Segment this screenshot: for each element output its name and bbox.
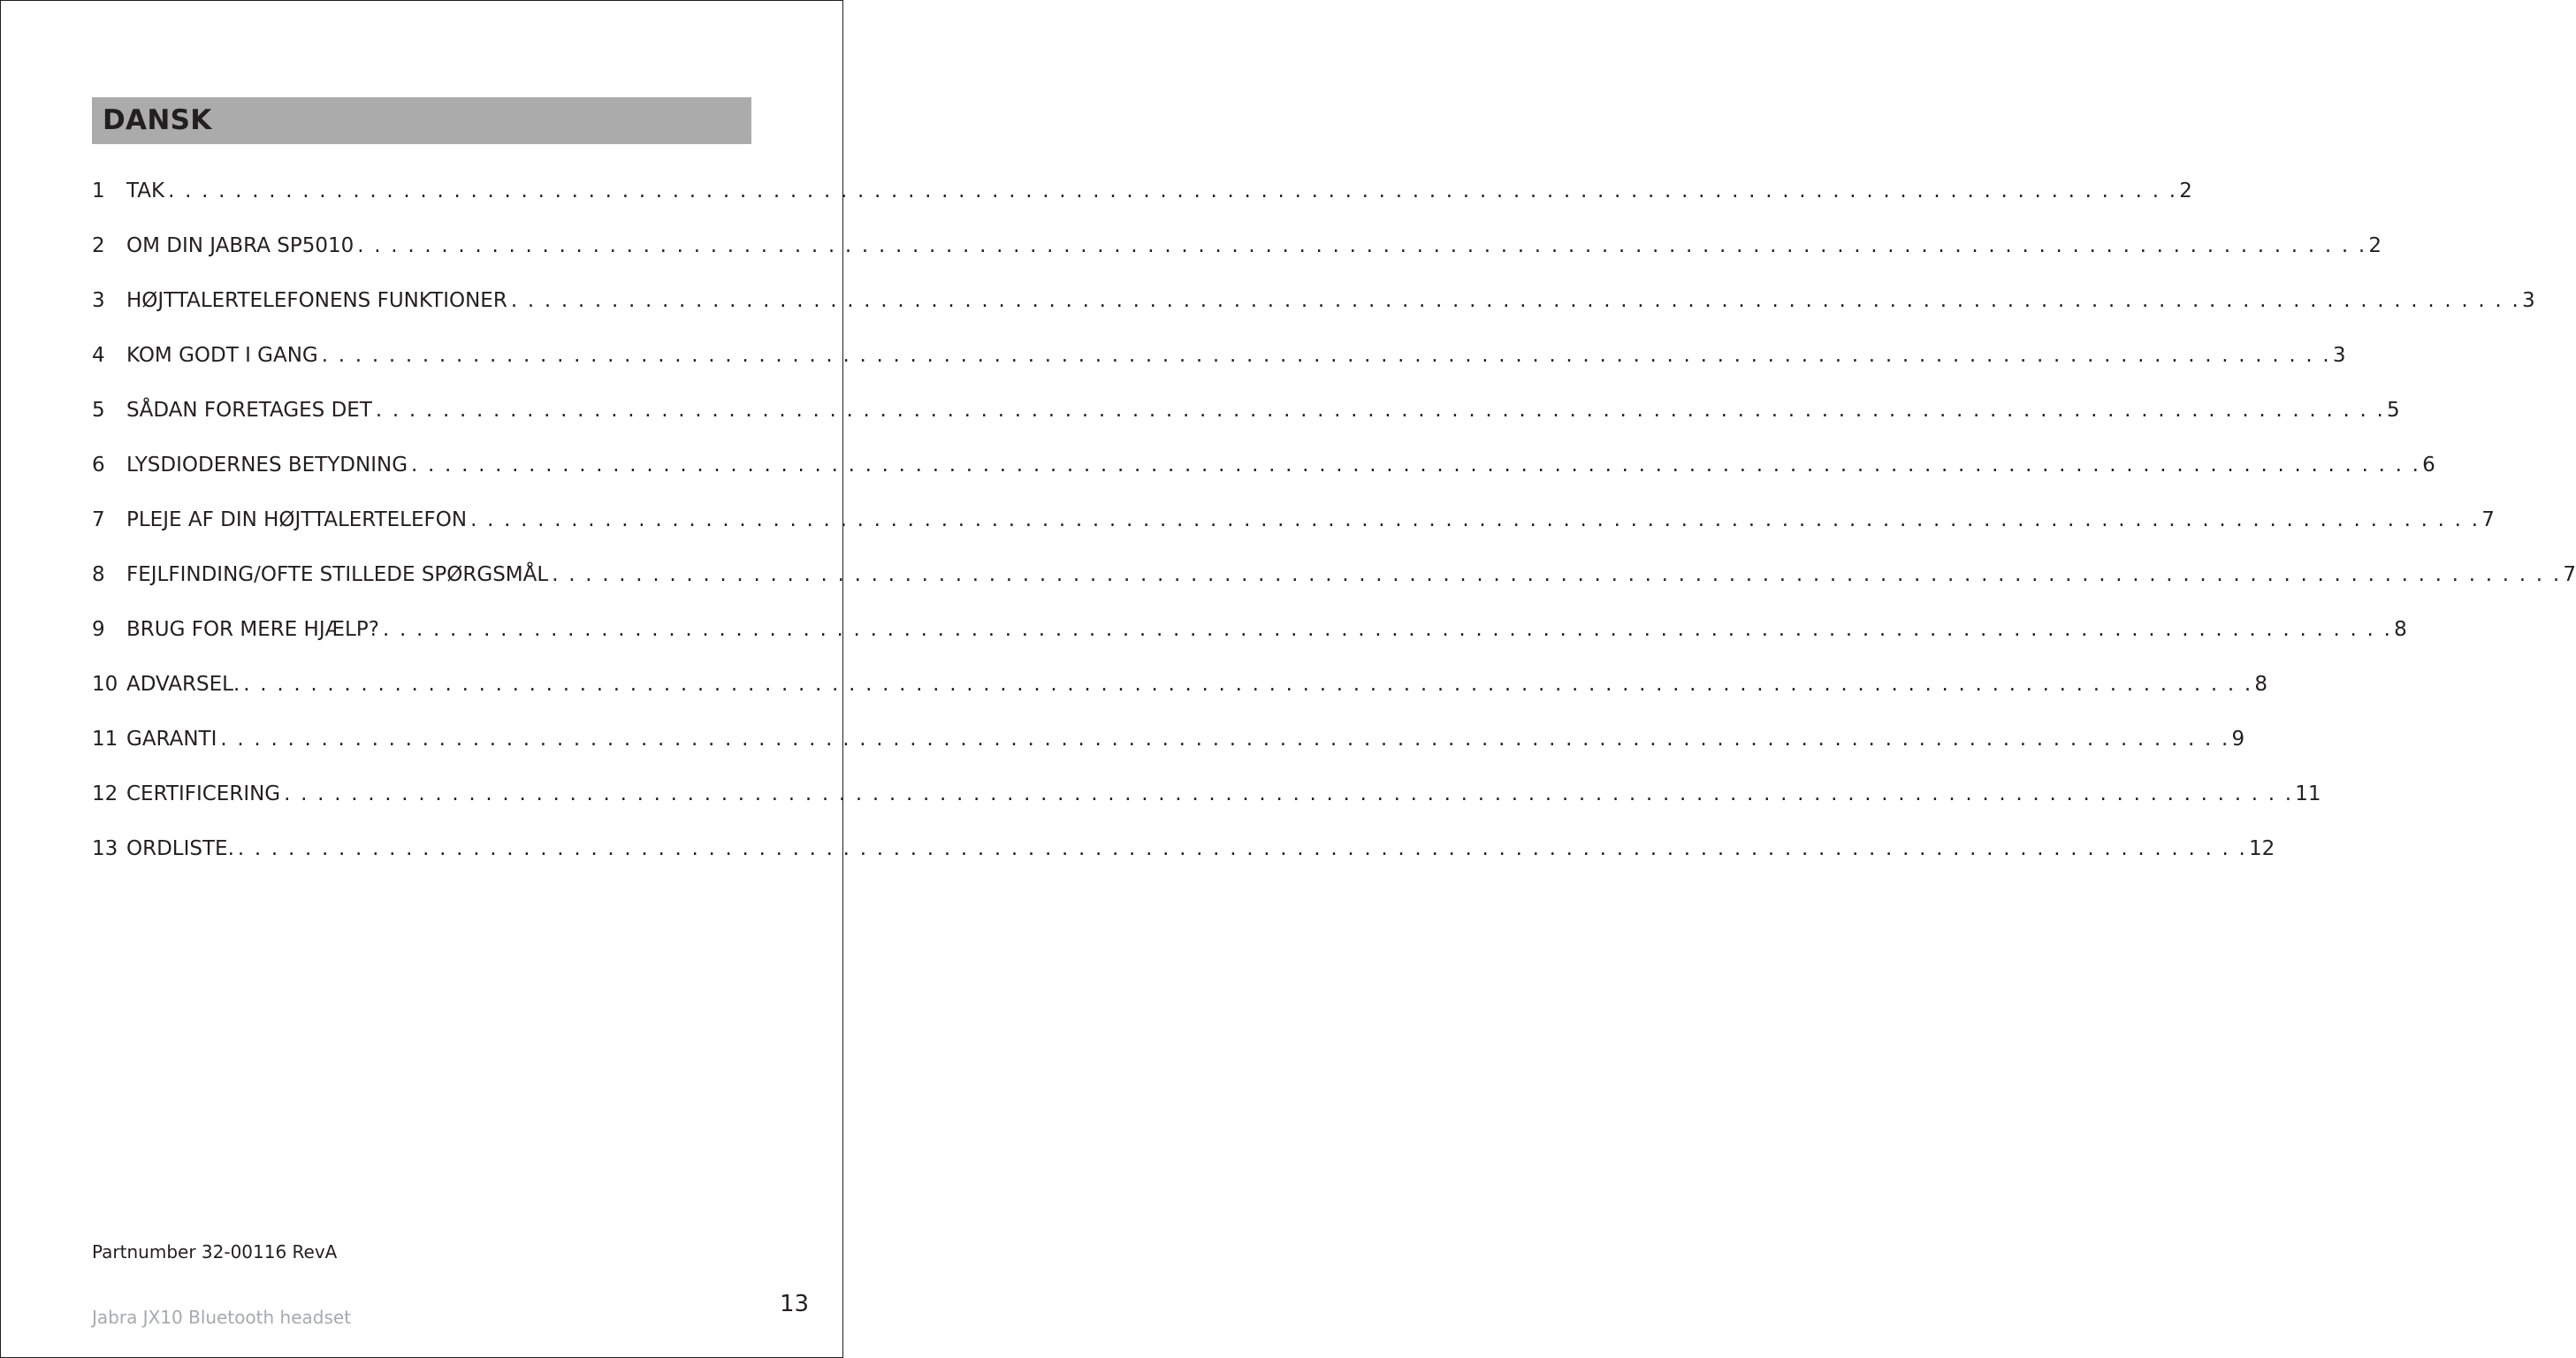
toc-entry-number: 12: [92, 782, 118, 805]
toc-entry[interactable]: [92, 821, 2275, 876]
toc-leader-dots: . . . . . . . . . . . . . . . . . . . . . . . . . . . . . . . . . . . . . . . . . . . . . . . . . . . . . . . . . . . . . . . . . . . . . . . . . . . . . . . . . . . . . . . . . . . . . . . . . . . . . . . . . . . . . . . . . . . . . . . .: [243, 673, 2253, 696]
toc-entry-number: 10: [92, 673, 118, 696]
toc-entry-title: ADVARSEL.: [126, 673, 240, 696]
toc-leader-dots: . . . . . . . . . . . . . . . . . . . . . . . . . . . . . . . . . . . . . . . . . . . . . . . . . . . . . . . . . . . . . . . . . . . . . . . . . . . . . . . . . . . . . . . . . . . . . . . . . . . . . . . . . . . . . . . . . . . . . . . .: [220, 728, 2230, 751]
toc-entry-page: 8: [2394, 618, 2407, 641]
toc-entry-number: 6: [92, 454, 105, 477]
toc-entry-number: 1: [92, 179, 105, 202]
toc-entry-number: 9: [92, 618, 105, 641]
toc-entry-page: 12: [2249, 837, 2275, 860]
toc-entry-number: 8: [92, 563, 105, 586]
toc-entry-number: 11: [92, 728, 118, 751]
toc-entry-page: 6: [2422, 454, 2435, 477]
toc-entry[interactable]: [92, 657, 2268, 712]
page-number: 13: [780, 1291, 810, 1317]
toc-entry[interactable]: [92, 273, 2535, 328]
toc-entry-page: 7: [2563, 563, 2576, 586]
toc-entry-page: 9: [2231, 728, 2245, 751]
toc-entry-title: CERTIFICERING: [126, 782, 281, 805]
toc-entry[interactable]: [92, 383, 2400, 438]
toc-entry-title: ORDLISTE.: [126, 837, 234, 860]
toc-entry-number: 7: [92, 508, 105, 531]
toc-entry-title: LYSDIODERNES BETYDNING: [126, 454, 408, 477]
section-header-bar: [92, 97, 751, 144]
toc-entry-page: 3: [2521, 289, 2535, 312]
toc-entry[interactable]: [92, 492, 2495, 547]
toc-entry[interactable]: [92, 767, 2321, 821]
toc-entry-page: 5: [2387, 399, 2400, 422]
toc-leader-dots: . . . . . . . . . . . . . . . . . . . . . . . . . . . . . . . . . . . . . . . . . . . . . . . . . . . . . . . . . . . . . . . . . . . . . . . . . . . . . . . . . . . . . . . . . . . . . . . . . . . . . . . . . . . . . . . . . . . . . . . .: [510, 289, 2520, 312]
toc-entry-number: 4: [92, 344, 105, 367]
toc-entry-title: TAK: [126, 179, 165, 202]
toc-leader-dots: . . . . . . . . . . . . . . . . . . . . . . . . . . . . . . . . . . . . . . . . . . . . . . . . . . . . . . . . . . . . . . . . . . . . . . . . . . . . . . . . . . . . . . . . . . . . . . . . . . . . . . . . . . . . . . . . . . . . . . . .: [375, 399, 2386, 422]
toc-entry-title: BRUG FOR MERE HJÆLP?: [126, 618, 379, 641]
table-of-contents: [92, 164, 2576, 876]
part-number: Partnumber 32-00116 RevA: [92, 1241, 338, 1263]
toc-entry[interactable]: [92, 164, 2192, 218]
toc-entry-number: 13: [92, 837, 118, 860]
section-title: DANSK: [103, 104, 212, 136]
toc-entry-title: FEJLFINDING/OFTE STILLEDE SPØRGSMÅL: [126, 563, 549, 586]
toc-entry[interactable]: [92, 438, 2435, 492]
toc-entry-page: 8: [2254, 673, 2268, 696]
footer-product-name: Jabra JX10 Bluetooth headset: [92, 1307, 352, 1328]
toc-entry-page: 11: [2295, 782, 2321, 805]
toc-entry[interactable]: [92, 218, 2382, 273]
toc-leader-dots: . . . . . . . . . . . . . . . . . . . . . . . . . . . . . . . . . . . . . . . . . . . . . . . . . . . . . . . . . . . . . . . . . . . . . . . . . . . . . . . . . . . . . . . . . . . . . . . . . . . . . . . . . . . . . . . . . . . . . . . .: [552, 563, 2562, 586]
toc-entry-title: GARANTI: [126, 728, 217, 751]
toc-leader-dots: . . . . . . . . . . . . . . . . . . . . . . . . . . . . . . . . . . . . . . . . . . . . . . . . . . . . . . . . . . . . . . . . . . . . . . . . . . . . . . . . . . . . . . . . . . . . . . . . . . . . . . . . . . . . . . . . . . . . . . . .: [168, 179, 2178, 202]
toc-leader-dots: . . . . . . . . . . . . . . . . . . . . . . . . . . . . . . . . . . . . . . . . . . . . . . . . . . . . . . . . . . . . . . . . . . . . . . . . . . . . . . . . . . . . . . . . . . . . . . . . . . . . . . . . . . . . . . . . . . . . . . . .: [321, 344, 2331, 367]
toc-leader-dots: . . . . . . . . . . . . . . . . . . . . . . . . . . . . . . . . . . . . . . . . . . . . . . . . . . . . . . . . . . . . . . . . . . . . . . . . . . . . . . . . . . . . . . . . . . . . . . . . . . . . . . . . . . . . . . . . . . . . . . . .: [357, 234, 2367, 257]
toc-entry-page: 2: [2368, 234, 2382, 257]
toc-leader-dots: . . . . . . . . . . . . . . . . . . . . . . . . . . . . . . . . . . . . . . . . . . . . . . . . . . . . . . . . . . . . . . . . . . . . . . . . . . . . . . . . . . . . . . . . . . . . . . . . . . . . . . . . . . . . . . . . . . . . . . . .: [382, 618, 2393, 641]
toc-leader-dots: . . . . . . . . . . . . . . . . . . . . . . . . . . . . . . . . . . . . . . . . . . . . . . . . . . . . . . . . . . . . . . . . . . . . . . . . . . . . . . . . . . . . . . . . . . . . . . . . . . . . . . . . . . . . . . . . . . . . . . . .: [470, 508, 2481, 531]
toc-entry[interactable]: [92, 602, 2407, 657]
toc-leader-dots: . . . . . . . . . . . . . . . . . . . . . . . . . . . . . . . . . . . . . . . . . . . . . . . . . . . . . . . . . . . . . . . . . . . . . . . . . . . . . . . . . . . . . . . . . . . . . . . . . . . . . . . . . . . . . . . . . . . . . . . .: [284, 782, 2294, 805]
toc-entry-page: 3: [2332, 344, 2346, 367]
toc-leader-dots: . . . . . . . . . . . . . . . . . . . . . . . . . . . . . . . . . . . . . . . . . . . . . . . . . . . . . . . . . . . . . . . . . . . . . . . . . . . . . . . . . . . . . . . . . . . . . . . . . . . . . . . . . . . . . . . . . . . . . . . .: [411, 454, 2421, 477]
toc-entry-title: OM DIN JABRA SP5010: [126, 234, 354, 257]
toc-entry-title: HØJTTALERTELEFONENS FUNKTIONER: [126, 289, 507, 312]
toc-entry-number: 5: [92, 399, 105, 422]
toc-entry-page: 7: [2481, 508, 2495, 531]
toc-entry-title: KOM GODT I GANG: [126, 344, 318, 367]
toc-entry[interactable]: [92, 547, 2576, 602]
toc-entry-title: SÅDAN FORETAGES DET: [126, 399, 372, 422]
toc-leader-dots: . . . . . . . . . . . . . . . . . . . . . . . . . . . . . . . . . . . . . . . . . . . . . . . . . . . . . . . . . . . . . . . . . . . . . . . . . . . . . . . . . . . . . . . . . . . . . . . . . . . . . . . . . . . . . . . . . . . . . . . .: [237, 837, 2248, 860]
toc-entry[interactable]: [92, 328, 2346, 383]
toc-entry-number: 2: [92, 234, 105, 257]
toc-entry-number: 3: [92, 289, 105, 312]
toc-entry[interactable]: [92, 712, 2245, 767]
toc-entry-title: PLEJE AF DIN HØJTTALERTELEFON: [126, 508, 468, 531]
toc-entry-page: 2: [2179, 179, 2192, 202]
